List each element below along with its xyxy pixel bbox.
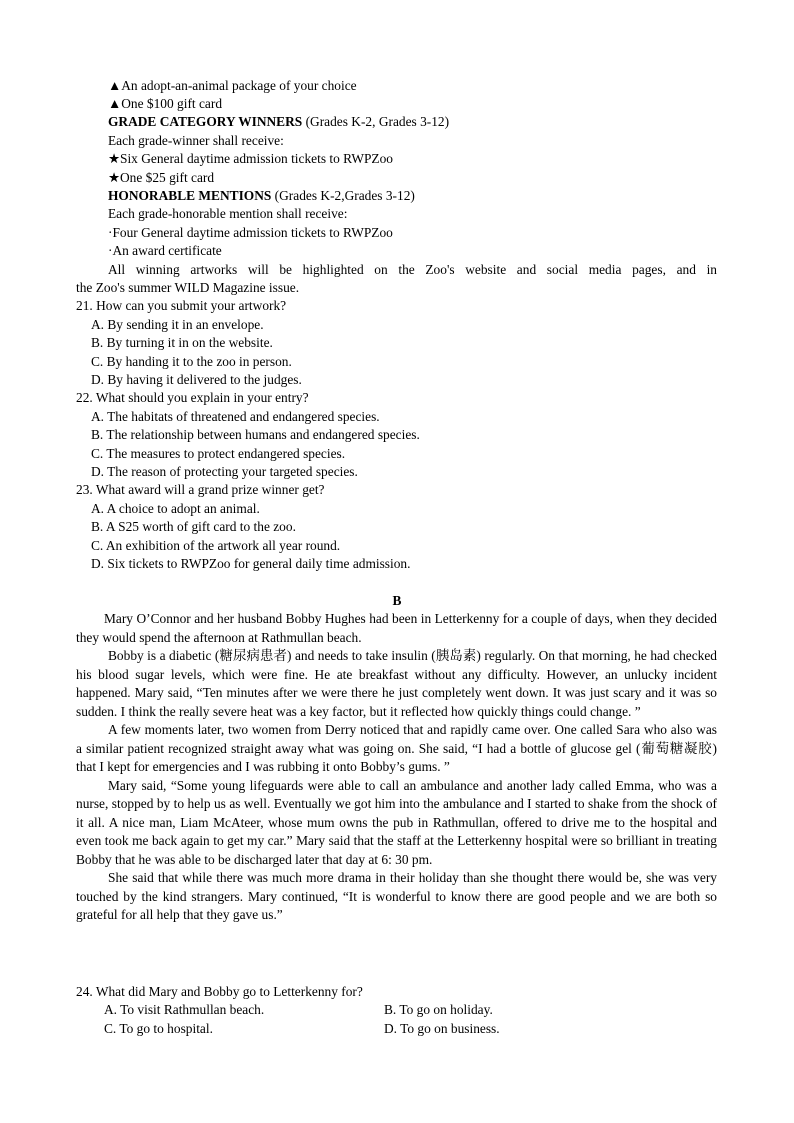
question-stem: 22. What should you explain in your entry? [76, 390, 309, 405]
answer-option: A. The habitats of threatened and endangered species. [91, 409, 380, 424]
answer-option: D. The reason of protecting your targeted species. [91, 464, 358, 479]
passage-paragraph: She said that while there was much more drama in their holiday than she thought there would be, she was very touched by the kind strangers. Mary continued, “It is wonderful to know there are good people and we are both so grateful for all help that they gave us.” [76, 870, 717, 922]
honorable-grades: (Grades K-2,Grades 3-12) [271, 188, 415, 203]
answer-option: A. To visit Rathmullan beach. [104, 1002, 265, 1017]
answer-row [104, 1001, 493, 1020]
prize-item: ★Six General daytime admission tickets to RWPZoo [108, 151, 393, 166]
prize-item: ·Four General daytime admission tickets to RWPZoo [108, 225, 393, 240]
question-stem: 21. How can you submit your artwork? [76, 298, 287, 313]
passage-paragraph: Mary said, “Some young lifeguards were able to call an ambulance and another lady called Emma, who was a nurse, stopped by to help us as well. Eventually we got him into the ambulance and I started to shake from the shock of it all. A nice man, Liam McAteer, whose mum owns the pub in Rathmullan, offered to drive me to the hospital and even took me back again to get my car.” Mary said that the staff at the Letterkenny hospital were so brilliant in treating Bobby that he was able to be discharged later that day at 6: 30 pm. [76, 777, 717, 867]
answer-row [104, 1020, 500, 1039]
prize-item: ▲An adopt-an-animal package of your choice [108, 78, 357, 93]
passage-paragraph: A few moments later, two women from Derry noticed that and rapidly came over. One called Sara who also was a similar patient recognized straight away what was going on. She said, “I had a bottle of glucose gel (葡萄糖凝胶) that I kept for emergencies and I was rubbing it onto Bobby’s gums. ” [76, 722, 717, 774]
answer-option: A. By sending it in an envelope. [91, 317, 264, 332]
prize-item: ★One $25 gift card [108, 170, 215, 185]
closing-line-1: All winning artworks will be highlighted on the Zoo's website and social media pages, and in [108, 262, 717, 277]
prize-item: ▲One $100 gift card [108, 96, 223, 111]
answer-option: C. To go to hospital. [104, 1021, 213, 1036]
grade-winners-heading: GRADE CATEGORY WINNERS [108, 114, 303, 129]
section-label: B [392, 593, 402, 608]
answer-option: A. A choice to adopt an animal. [91, 501, 260, 516]
answer-option: D. To go on business. [384, 1021, 500, 1036]
answer-option: D. By having it delivered to the judges. [91, 372, 302, 387]
passage-paragraph: Bobby is a diabetic (糖尿病患者) and needs to take insulin (胰岛素) regularly. On that morning, he had checked his blood sugar levels, which were fine. He ate breakfast without any difficulty. However, an unlucky incident happened. Mary said, “Ten minutes after we were there he just completely went down. It was just scary and it was so sudden. I think the really severe heat was a key factor, but it reflected how quickly things could change. ” [76, 648, 717, 719]
passage-paragraph: Mary O’Connor and her husband Bobby Hughes had been in Letterkenny for a couple of days, when they decided they would spend the afternoon at Rathmullan beach. [76, 611, 717, 645]
honorable-intro: Each grade-honorable mention shall receive: [108, 206, 348, 221]
grade-winners-intro: Each grade-winner shall receive: [108, 133, 284, 148]
passage-b [76, 610, 717, 925]
question-stem: 24. What did Mary and Bobby go to Letterkenny for? [76, 984, 363, 999]
grade-winners-grades: (Grades K-2, Grades 3-12) [302, 114, 450, 129]
prize-item: ·An award certificate [108, 243, 222, 258]
answer-option: B. To go on holiday. [384, 1002, 493, 1017]
grade-winners-heading-line [108, 113, 449, 132]
answer-option: C. An exhibition of the artwork all year round. [91, 538, 341, 553]
honorable-heading-line [108, 187, 415, 206]
answer-option: C. The measures to protect endangered species. [91, 446, 346, 461]
answer-option: D. Six tickets to RWPZoo for general daily time admission. [91, 556, 411, 571]
answer-option: B. The relationship between humans and endangered species. [91, 427, 420, 442]
answer-option: C. By handing it to the zoo in person. [91, 354, 292, 369]
honorable-heading: HONORABLE MENTIONS [108, 188, 272, 203]
answer-option: B. By turning it in on the website. [91, 335, 273, 350]
answer-option: B. A S25 worth of gift card to the zoo. [91, 519, 296, 534]
closing-line-2: the Zoo's summer WILD Magazine issue. [76, 280, 300, 295]
question-stem: 23. What award will a grand prize winner get? [76, 482, 325, 497]
